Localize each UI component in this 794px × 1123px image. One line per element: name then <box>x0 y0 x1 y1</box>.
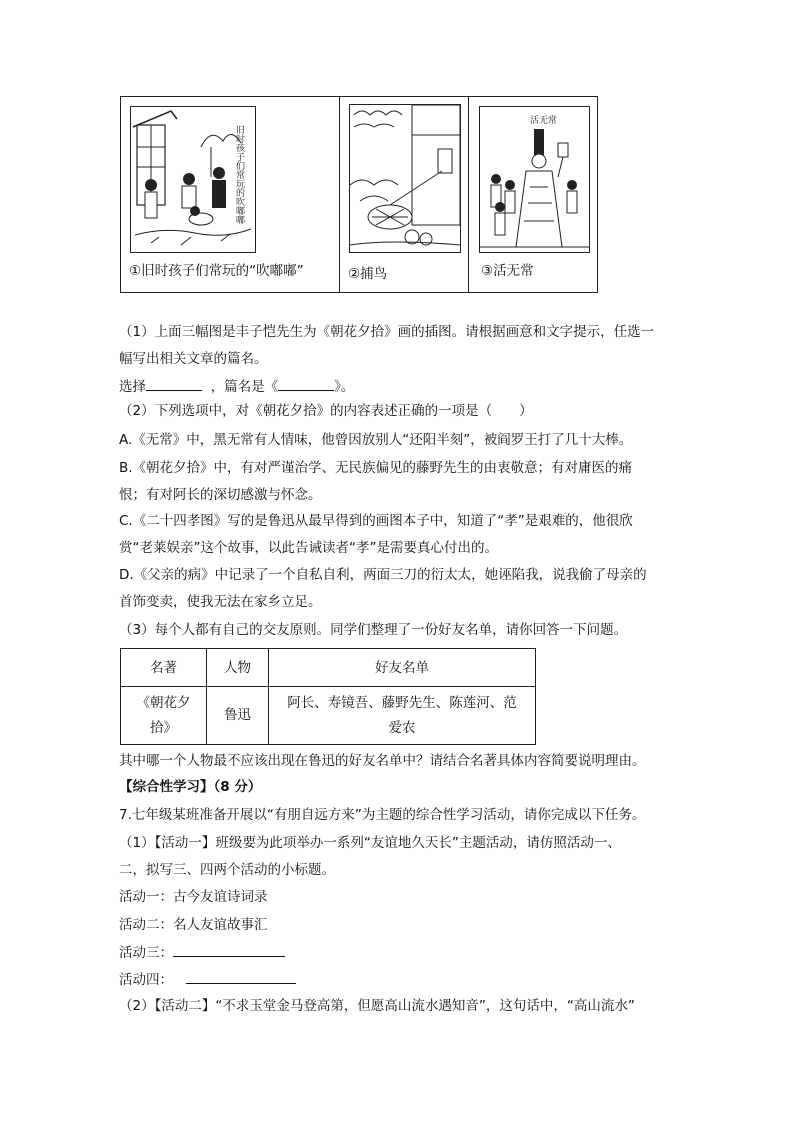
activity-4-label: 活动四： <box>119 972 173 988</box>
select-blank[interactable] <box>146 376 202 391</box>
cell-book-line2: 拾》 <box>150 720 177 736</box>
figure-cell-1 <box>121 97 340 292</box>
activity-3-blank[interactable] <box>173 942 285 957</box>
figure-1-image <box>130 106 256 253</box>
activity-4-line <box>119 969 296 990</box>
figure-1-caption: ①旧时孩子们常玩的“吹嘟嘟” <box>129 263 304 279</box>
cell-book-line1: 《朝花夕 <box>136 695 191 711</box>
q7-stem: 7.七年级某班准备开展以“有朋自远方来”为主题的综合性学习活动，请你完成以下任务。 <box>119 807 646 823</box>
q2-option-d-line1: D.《父亲的病》中记录了一个自私自利，两面三刀的衍太太，她诬陷我，说我偷了母亲的 <box>119 567 647 583</box>
q2-stem: （2）下列选项中，对《朝花夕拾》的内容表述正确的一项是（ ） <box>119 403 533 419</box>
section-heading <box>119 777 261 797</box>
q2-option-c-line1: C.《二十四孝图》写的是鲁迅从最早得到的画图本子中，知道了“孝”是艰难的，他很欣 <box>119 513 633 529</box>
q2-option-c-line2: 赏“老莱娱亲”这个故事，以此告诫读者“孝”是需要真心付出的。 <box>119 540 498 556</box>
figure-3-image <box>479 106 590 253</box>
header-friends: 好友名单 <box>269 649 535 687</box>
q7-sub1-line1: （1）【活动一】班级要为此项举办一系列“友谊地久天长”主题活动，请仿照活动一、 <box>119 835 621 851</box>
q1-line2: 幅写出相关文章的篇名。 <box>119 351 268 367</box>
figure-cell-3 <box>469 97 597 292</box>
activity-3-label: 活动三： <box>119 945 173 961</box>
section-title: 【综合性学习】 <box>119 779 214 795</box>
cell-book <box>121 687 207 744</box>
figure-cell-2 <box>340 97 469 292</box>
cell-friends <box>269 687 535 744</box>
title-label: ，篇名是《 <box>210 379 279 395</box>
figure-2-image <box>349 104 461 253</box>
header-book: 名著 <box>121 649 207 687</box>
figure-2-caption: ②捕鸟 <box>348 266 388 282</box>
activity-4-blank[interactable] <box>186 969 296 984</box>
section-score: （8 分） <box>213 779 262 795</box>
q2-option-a: A.《无常》中，黑无常有人情味，他曾因放别人“还阳半刻”，被阎罗王打了几十大棒。 <box>119 432 633 448</box>
cell-person: 鲁迅 <box>207 687 269 744</box>
figure-3-caption: ③活无常 <box>481 263 534 279</box>
figure-3-stamp: 活无常 <box>530 116 558 126</box>
cell-friends-line2: 爱农 <box>388 720 416 736</box>
q7-sub1-line2: 二，拟写三、四两个活动的小标题。 <box>119 862 335 878</box>
q3-question: 其中哪一个人物最不应该出现在鲁迅的好友名单中？请结合名著具体内容简要说明理由。 <box>119 753 646 769</box>
q2-option-d-line2: 首饰变卖，使我无法在家乡立足。 <box>119 594 322 610</box>
activity-3-line <box>119 942 285 963</box>
header-person: 人物 <box>207 649 269 687</box>
illustration-table <box>120 96 598 293</box>
q1-answer-line <box>119 376 354 397</box>
cell-friends-line1: 阿长、寿镜吾、藤野先生、陈莲河、范 <box>287 695 517 711</box>
q1-line1: （1）上面三幅图是丰子恺先生为《朝花夕拾》画的插图。请根据画意和文字提示，任选一 <box>119 324 655 340</box>
activity-2: 活动二：名人友谊故事汇 <box>119 917 268 933</box>
q2-option-b-line1: B.《朝花夕拾》中，有对严谨治学、无民族偏见的藤野先生的由衷敬意；有对庸医的痛 <box>119 460 633 476</box>
svg-text:旧时孩子们常玩的吹嘟嘟: 旧时孩子们常玩的吹嘟嘟 <box>234 125 244 224</box>
q3-stem: （3）每个人都有自己的交友原则。同学们整理了一份好友名单，请你回答一下问题。 <box>119 622 628 638</box>
select-label: 选择 <box>119 379 146 395</box>
friend-list-table <box>120 648 536 745</box>
title-end: 》。 <box>334 379 355 395</box>
figure-1-illustration <box>131 107 255 252</box>
q2-option-b-line2: 恨；有对阿长的深切感激与怀念。 <box>119 487 322 503</box>
q7-sub2: （2）【活动二】“不求玉堂金马登高第，但愿高山流水遇知音”，这句话中，“高山流水” <box>119 998 635 1014</box>
figure-2-illustration <box>350 105 460 252</box>
figure-3-illustration <box>480 107 589 252</box>
activity-1: 活动一：古今友谊诗词录 <box>119 889 268 905</box>
title-blank[interactable] <box>278 376 334 391</box>
